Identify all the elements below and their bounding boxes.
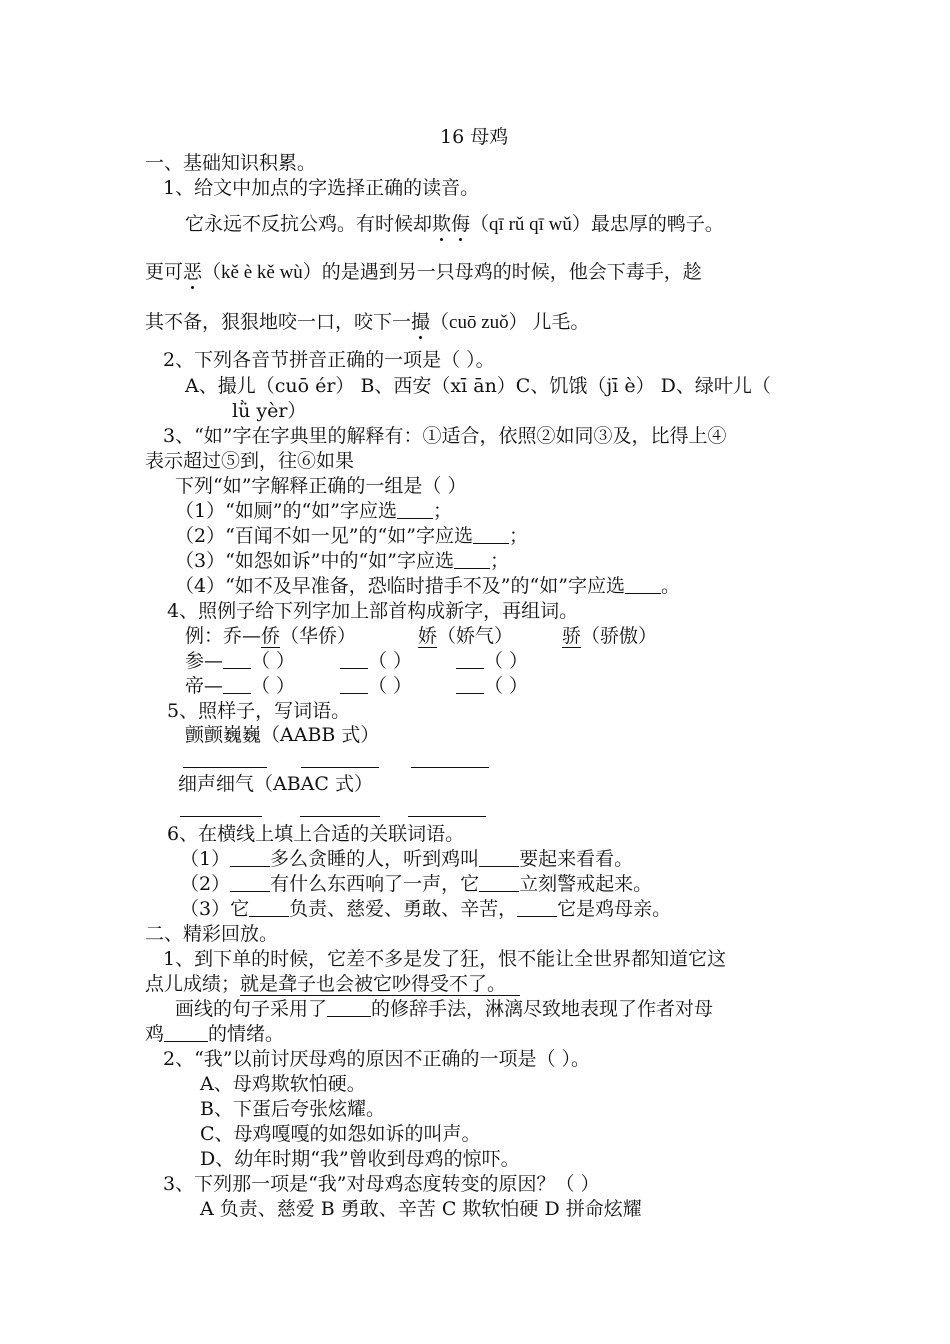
s2-q2-option-a: A、母鸡欺软怕硬。: [200, 1073, 366, 1095]
q3-item-sep: ；: [508, 525, 528, 547]
q6-prompt: 6、在横线上填上合适的关联词语。: [167, 823, 465, 845]
q4-prompt: 4、照例子给下列字加上部首构成新字，再组词。: [167, 600, 579, 622]
answer-blank[interactable]: [223, 652, 251, 669]
q3-item-text: （1）“如厕”的“如”字应选: [175, 500, 397, 522]
page-title: 16 母鸡: [440, 126, 509, 148]
q5-blanks-1: [183, 748, 489, 772]
q3-item-2: [175, 524, 528, 548]
q4-row-1-b: [340, 649, 412, 673]
answer-blank[interactable]: [327, 1000, 371, 1017]
answer-blank[interactable]: [479, 850, 519, 867]
answer-blank[interactable]: [456, 677, 484, 694]
answer-blank[interactable]: [301, 751, 379, 768]
s2-q3-options: A 负责、慈爱 B 勇敢、辛苦 C 欺软怕硬 D 拼命炫耀: [200, 1198, 642, 1220]
answer-blank[interactable]: [223, 677, 251, 694]
q6-item-3: [180, 897, 671, 921]
q2-options-cont: lǜ yèr）: [232, 400, 307, 422]
s2-q1-line-3: [175, 997, 713, 1021]
answer-blank[interactable]: [340, 652, 368, 669]
q5-prompt: 5、照样子，写词语。: [167, 700, 351, 722]
q3-item-text: （2）“百闻不如一见”的“如”字应选: [175, 525, 473, 547]
q3-item-4: [175, 574, 680, 598]
answer-blank[interactable]: [411, 751, 489, 768]
q4-example-char: 侨: [261, 625, 281, 647]
q3-item-sep: ；: [432, 500, 452, 522]
q4-paren: （ ）: [484, 675, 529, 697]
q4-example-word: （娇气）: [437, 625, 514, 647]
answer-blank[interactable]: [473, 527, 509, 544]
answer-blank[interactable]: [180, 800, 262, 817]
q1-prompt: 1、给文中加点的字选择正确的读音。: [163, 177, 480, 199]
q6-text: 它是鸡母亲。: [557, 898, 672, 920]
dotted-char: 欺: [432, 213, 452, 235]
answer-blank[interactable]: [340, 677, 368, 694]
q2-prompt: 2、下列各音节拼音正确的一项是（ ）。: [163, 349, 495, 371]
s2-q1-text: 鸡: [145, 1023, 165, 1045]
answer-blank[interactable]: [300, 800, 380, 817]
q3-item-end: 。: [660, 575, 680, 597]
answer-blank[interactable]: [230, 875, 270, 892]
answer-blank[interactable]: [230, 850, 270, 867]
q6-text: 立刻警戒起来。: [519, 873, 653, 895]
answer-blank[interactable]: [397, 502, 433, 519]
s2-q1-text: 画线的句子采用了: [175, 998, 328, 1020]
q4-example-word: （华侨）: [280, 625, 357, 647]
q3-item-3: [175, 549, 509, 573]
q6-text: 要起来看看。: [519, 848, 634, 870]
s2-q2-option-b: B、下蛋后夸张炫耀。: [200, 1098, 385, 1120]
answer-blank[interactable]: [625, 577, 661, 594]
q4-example-3: [562, 624, 657, 648]
q1-text: （cuō zuǒ） 儿毛。: [430, 312, 590, 333]
q4-paren: （ ）: [368, 675, 413, 697]
q4-example-2: [418, 624, 513, 648]
s2-q2-option-d: D、幼年时期“我”曾收到母鸡的惊吓。: [200, 1148, 520, 1170]
q4-paren: （ ）: [368, 650, 413, 672]
section-heading-2: 二、精彩回放。: [145, 923, 279, 945]
q4-example-word: （骄傲）: [581, 625, 658, 647]
answer-blank[interactable]: [249, 900, 289, 917]
q4-example: [185, 624, 356, 648]
q6-text: （1）: [180, 848, 231, 870]
underlined-sentence: 就是聋子也会被它吵得受不了。: [240, 973, 520, 996]
q4-paren: （ ）: [251, 675, 296, 697]
q4-row-label: 帝—: [185, 675, 224, 697]
q1-passage-line-3: [145, 310, 589, 335]
q4-example-label: 例：乔—: [185, 625, 262, 647]
q4-row-2-b: [340, 674, 412, 698]
q5-example-2: 细声细气（ABAC 式）: [178, 773, 373, 795]
q4-paren: （ ）: [484, 650, 529, 672]
answer-blank[interactable]: [164, 1025, 208, 1042]
q5-blanks-2: [180, 797, 486, 821]
q6-text: （3）它: [180, 898, 250, 920]
q2-options: A、撮儿（cuō ér） B、西安（xī ān）C、饥饿（jī è） D、绿叶儿（: [185, 375, 771, 397]
section-heading-1: 一、基础知识积累。: [145, 152, 317, 174]
s2-q2-option-c: C、母鸡嘎嘎的如怨如诉的叫声。: [200, 1123, 481, 1145]
answer-blank[interactable]: [517, 900, 557, 917]
q4-row-1-c: [456, 649, 528, 673]
q6-item-2: [180, 872, 652, 896]
answer-blank[interactable]: [408, 800, 486, 817]
s2-q3-prompt: 3、下列那一项是“我”对母鸡态度转变的原因？（ ）: [163, 1173, 600, 1195]
answer-blank[interactable]: [479, 875, 519, 892]
q3-item-text: （3）“如怨如诉”中的“如”字应选: [175, 550, 454, 572]
q6-text: （2）: [180, 873, 231, 895]
q1-text: （qī rǔ qī wǔ）最忠厚的鸭子。: [470, 214, 724, 235]
q3-line-3: 下列“如”字解释正确的一组是（ ）: [175, 475, 467, 497]
answer-blank[interactable]: [454, 552, 490, 569]
q4-paren: （ ）: [251, 650, 296, 672]
answer-blank[interactable]: [456, 652, 484, 669]
s2-q2-prompt: 2、“我”以前讨厌母鸡的原因不正确的一项是（ ）。: [163, 1048, 591, 1070]
s2-q1-text: 的修辞手法，淋漓尽致地表现了作者对母: [371, 998, 714, 1020]
q1-text: （kě è kě wù）的是遇到另一只母鸡的时候，他会下毒手，趁: [202, 262, 702, 283]
q3-line-1: 3、“如”字在字典里的解释有：①适合，依照②如同③及，比得上④: [163, 425, 727, 447]
dotted-char: 恶: [183, 261, 203, 283]
s2-q1-text: 点儿成绩；: [145, 973, 241, 995]
s2-q1-line-1: 1、到下单的时候，它差不多是发了狂，恨不能让全世界都知道它这: [163, 948, 727, 970]
q4-row-2-c: [456, 674, 528, 698]
q4-example-char: 骄: [562, 625, 582, 647]
s2-q1-text: 的情绪。: [208, 1023, 285, 1045]
q6-item-1: [180, 847, 633, 871]
q4-row-1: [185, 649, 295, 673]
q1-passage-line-2: [145, 260, 702, 285]
q1-text: 其不备，狠狠地咬一口，咬下一: [145, 311, 412, 333]
s2-q1-line-4: [145, 1022, 284, 1046]
q6-text: 多么贪睡的人，听到鸡叫: [270, 848, 480, 870]
q1-passage-line-1: [185, 212, 724, 237]
q6-text: 有什么东西响了一声，它: [270, 873, 480, 895]
q3-line-2: 表示超过⑤到，往⑥如果: [145, 450, 355, 472]
answer-blank[interactable]: [183, 751, 267, 768]
q1-text: 更可: [145, 261, 184, 283]
q3-item-text: （4）“如不及早准备，恐临时措手不及”的“如”字应选: [175, 575, 625, 597]
q6-text: 负责、慈爱、勇敢、辛苦，: [289, 898, 518, 920]
dotted-char: 侮: [451, 213, 471, 235]
dotted-char: 撮: [411, 311, 431, 333]
q3-item-sep: ；: [489, 550, 509, 572]
q4-example-char: 娇: [418, 625, 438, 647]
q4-row-label: 参—: [185, 650, 224, 672]
q5-example-1: 颤颤巍巍（AABB 式）: [185, 724, 380, 746]
q3-item-1: [175, 499, 452, 523]
q1-text: 它永远不反抗公鸡。有时候却: [185, 213, 433, 235]
q4-row-2: [185, 674, 295, 698]
s2-q1-line-2: [145, 972, 520, 996]
